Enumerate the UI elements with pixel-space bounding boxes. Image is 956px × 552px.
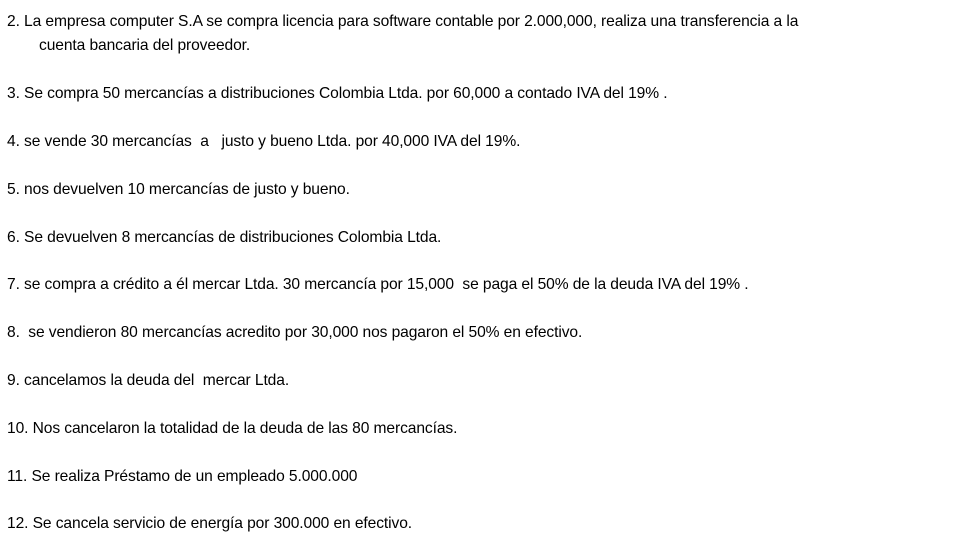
item-text: Se compra 50 mercancías a distribuciones Colombia Ltda. por 60,000 a contado IVA del 19% . (24, 85, 668, 102)
list-item-3 (7, 83, 667, 105)
list-item-10 (7, 418, 457, 440)
item-text: nos devuelven 10 mercancías de justo y bueno. (24, 181, 350, 198)
item-number: 4. (7, 133, 20, 150)
item-number: 12. (7, 515, 29, 532)
list-item-12 (7, 513, 412, 535)
item-text: Se devuelven 8 mercancías de distribuciones Colombia Ltda. (24, 229, 442, 246)
list-item-2-continuation: cuenta bancaria del proveedor. (39, 37, 251, 54)
item-text: se vendieron 80 mercancías acredito por 30,000 nos pagaron el 50% en efectivo. (24, 324, 583, 341)
list-item-8 (7, 322, 582, 344)
item-number: 7. (7, 276, 20, 293)
item-number: 5. (7, 181, 20, 198)
item-number: 6. (7, 229, 20, 246)
item-text: Nos cancelaron la totalidad de la deuda de las 80 mercancías. (32, 420, 458, 437)
item-text: se compra a crédito a él mercar Ltda. 30 mercancía por 15,000 se paga el 50% de la deuda IVA del 19% . (24, 276, 749, 293)
list-item-6 (7, 227, 441, 249)
item-number: 3. (7, 85, 20, 102)
item-number: 10. (7, 420, 29, 437)
item-text: Se realiza Préstamo de un empleado 5.000.000 (31, 468, 358, 485)
list-item-11 (7, 466, 357, 488)
list-item-9 (7, 370, 289, 392)
item-text: cancelamos la deuda del mercar Ltda. (24, 372, 290, 389)
item-number: 9. (7, 372, 20, 389)
item-text: La empresa computer S.A se compra licencia para software contable por 2.000,000, realiza una transferencia a la (24, 13, 799, 30)
item-text: Se cancela servicio de energía por 300.000 en efectivo. (32, 515, 413, 532)
list-item-4 (7, 131, 520, 153)
list-item-5 (7, 179, 350, 201)
item-number: 8. (7, 324, 20, 341)
list-item-7 (7, 274, 749, 296)
item-text: se vende 30 mercancías a justo y bueno Ltda. por 40,000 IVA del 19%. (24, 133, 521, 150)
list-item-2 (7, 11, 798, 33)
item-number: 2. (7, 13, 20, 30)
item-number: 11. (7, 468, 28, 485)
